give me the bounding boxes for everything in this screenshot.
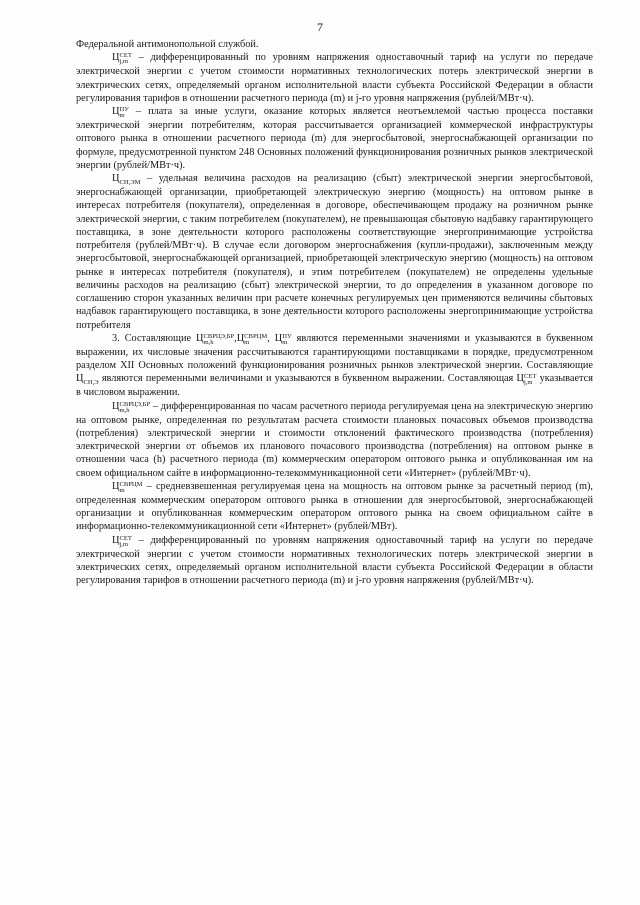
- definition-tariff-set-repeat: [76, 534, 593, 588]
- formula-symbol: Ц СН,ЭМ: [112, 173, 141, 186]
- definition-text: – дифференцированная по часам расчетного периода регулируемая цена на электрическую энергию на оптовом рынке, определенная по результатам расчета стоимости плановых почасовых объемов производства (потребления) электрической энергии и стоимости отклонений фактического производства (потребления) электрической энергии от объемов их планового почасового производства (потребления) на оптовом рынке в отношении часа (h) расчетного периода (m) коммерческим оператором оптового рынка и опубликованная им на своем официальном сайте в информационно-телекоммуникационной сети «Интернет» (рублей/МВт·ч).: [76, 400, 593, 479]
- definition-text: – удельная величина расходов на реализацию (сбыт) электрической энергии энергосбытовой, энергоснабжающей организации, приобретающей электрическую энергию (мощность) на оптовом рынке в интересах потребителя (покупателя), определенная в договоре, обеспечивающем продажу на розничном рынке электрической энергии, с таким потребителем (покупателем), не превышающая сбытовую надбавку гарантирующего поставщика, в зоне деятельности которого расположены соответствующие энергопринимающие устройства потребителя (рублей/МВт·ч). В случае если договором энергоснабжения (купли-продажи), заключенным между энергосбытовой, энергоснабжающей организацией, приобретающей электрическую энергию (мощность) на оптовом рынке в интересах потребителя (покупателя), и этим потребителем (покупателем) не определены удельные величины расходов на реализацию (сбыт) электрической энергии, то до определения в указанном договоре по соглашению сторон указанных величин при расчете конечных регулируемых цен применяются величины сбытовых надбавок гарантирующего поставщика, в зоне деятельности которого расположены энергопринимающие устройства потребителя: [76, 173, 593, 331]
- section-3-paragraph: 3. Составляющие Ц СВРЦЭ,БР m,h ,Ц СВРЦМ m , Ц ПУ m являются переменными значениями и указываются в буквенном выражении, их числовые значения рассчитываются гарантирующими поставщиками в порядке, предусмотренном разделом XII Основных положений функционирования розничных рынков электрической энергии. Составляющие Ц СН,Э являются переменными величинами и указываются в буквенном выражении. Составляющая Ц СЕТ j,m указывается в числовом выражении.: [76, 332, 593, 399]
- definition-text: – средневзвешенная регулируемая цена на мощность на оптовом рынке за расчетный период (m), определенная коммерческим оператором оптового рынка в отношении для энергосбытовой, энергоснабжающей организации и опубликованная коммерческим оператором оптового рынка на своем официальном сайте в информационно-телекоммуникационной сети «Интернет» (рублей/МВт).: [76, 480, 593, 533]
- definition-other-services: [76, 105, 593, 172]
- definition-energy-price: [76, 400, 593, 480]
- definition-text: – плата за иные услуги, оказание которых является неотъемлемой частью процесса поставки электрической энергии потребителям, которая рассчитывается организацией коммерческой инфраструктуры оптового рынка в отношении расчетного периода (m) для энергосбытовой, энергоснабжающей организации по формуле, предусмотренной пунктом 248 Основных положений функционирования розничных рынков электрической энергии (рублей/МВт·ч).: [76, 106, 593, 171]
- formula-symbol: Ц ПУ m: [274, 332, 292, 346]
- paragraph-continuation: Федеральной антимонопольной службой.: [76, 39, 259, 50]
- formula-symbol: Ц СВРЦМ m: [236, 332, 268, 346]
- definition-sales-expenses: [76, 172, 593, 332]
- document-body: [76, 38, 593, 587]
- formula-symbol: Ц СЕТ j,m: [112, 52, 132, 66]
- formula-symbol: Ц ПУ m: [112, 106, 129, 119]
- page-number: 7: [317, 20, 323, 34]
- definition-tariff-set: [76, 51, 593, 105]
- formula-symbol: Ц СЕТ j,m: [516, 373, 537, 387]
- formula-symbol: Ц СВРЦМ m: [112, 480, 143, 494]
- definition-text: – дифференцированный по уровням напряжения одноставочный тариф на услуги по передаче электрической энергии с учетом стоимости нормативных технологических потерь электрической энергии в электрических сетях, определяемый органом исполнительной власти субъекта Российской Федерации в области регулирования тарифов в отношении расчетного периода (m) и j-го уровня напряжения (рублей/МВт·ч).: [76, 534, 593, 586]
- definition-capacity-price: [76, 480, 593, 534]
- definition-text: – дифференцированный по уровням напряжения одноставочный тариф на услуги по передаче электрической энергии с учетом стоимости нормативных технологических потерь электрической энергии в электрических сетях, определяемый органом исполнительной власти субъекта Российской Федерации в области регулирования тарифов в отношении расчетного периода (m) и j-го уровня напряжения (рублей/МВт·ч).: [76, 52, 593, 104]
- formula-symbol: Ц СЕТ j,m: [112, 534, 132, 548]
- formula-symbol: Ц СН,Э: [76, 373, 99, 387]
- formula-symbol: Ц СВРЦЭ,БР m,h: [112, 400, 151, 414]
- formula-symbol: Ц СВРЦЭ,БР m,h: [196, 332, 235, 346]
